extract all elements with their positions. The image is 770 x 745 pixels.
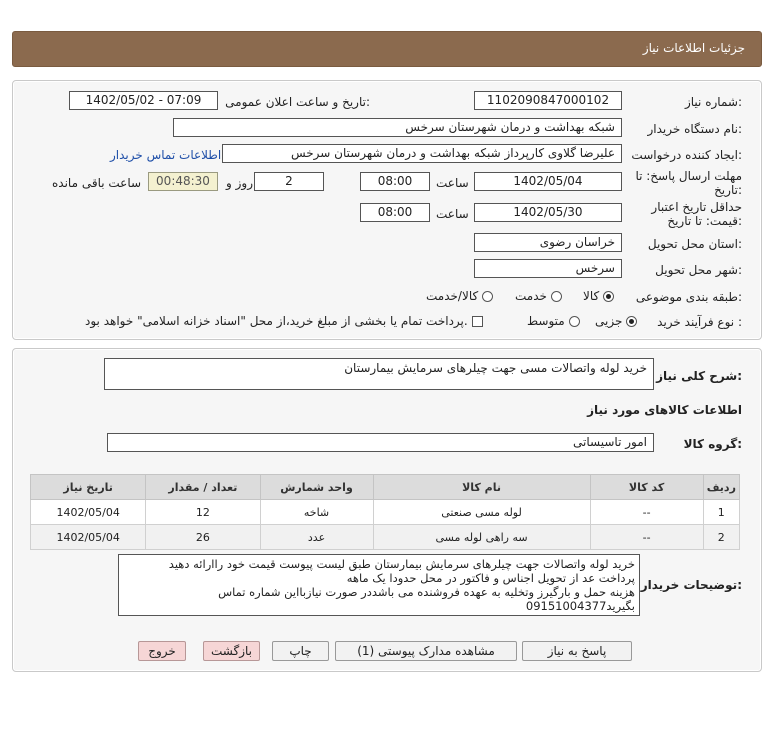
requester-label: ایجاد کننده درخواست:	[631, 148, 742, 162]
category-option-service-label: خدمت	[515, 289, 547, 303]
col-row: ردیف	[703, 475, 739, 500]
remaining-time-field: 00:48:30	[148, 172, 218, 191]
col-date: تاریخ نیاز	[31, 475, 146, 500]
announce-datetime-field: 1402/05/02 - 07:09	[69, 91, 218, 110]
col-qty: تعداد / مقدار	[146, 475, 260, 500]
print-button[interactable]: چاپ	[272, 641, 329, 661]
summary-label: شرح کلی نیاز:	[656, 369, 742, 383]
treasury-note: پرداخت تمام یا بخشی از مبلغ خرید،از محل "اسناد خزانه اسلامی" خواهد بود.	[85, 314, 468, 328]
treasury-checkbox[interactable]	[472, 316, 483, 327]
days-remaining-field: 2	[254, 172, 324, 191]
province-field: خراسان رضوی	[474, 233, 622, 252]
city-field: سرخس	[474, 259, 622, 278]
radio-goods[interactable]	[603, 291, 614, 302]
cell-date: 1402/05/04	[31, 525, 146, 550]
cell-unit: عدد	[260, 525, 373, 550]
process-type-label: نوع فرآیند خرید :	[657, 315, 742, 329]
cell-date: 1402/05/04	[31, 500, 146, 525]
buyer-org-label: نام دستگاه خریدار:	[647, 122, 742, 136]
page-title: جزئیات اطلاعات نیاز	[642, 41, 745, 55]
announce-datetime-label: تاریخ و ساعت اعلان عمومی:	[225, 95, 370, 109]
table-row	[31, 525, 740, 550]
deadline-time-field: 08:00	[360, 172, 430, 191]
validity-date-field: 1402/05/30	[474, 203, 622, 222]
category-label: طبقه بندی موضوعی:	[635, 290, 742, 304]
category-option-goods-service-label: کالا/خدمت	[426, 289, 479, 303]
category-option-goods-service[interactable]	[426, 289, 493, 303]
remaining-time-label: ساعت باقی مانده	[52, 176, 142, 190]
deadline-label-line2: تاریخ:	[714, 183, 742, 197]
goods-section-title: اطلاعات کالاهای مورد نیاز	[587, 403, 742, 417]
need-number-field: 1102090847000102	[474, 91, 622, 110]
treasury-option[interactable]	[85, 314, 483, 328]
requester-field: علیرضا گلاوی کارپرداز شبکه بهداشت و درمان شهرستان سرخس	[222, 144, 622, 163]
buyer-notes-line: پرداخت عد از تحویل اجناس و فاکتور در محل حدودا یک ماهه	[346, 571, 635, 585]
validity-time-field: 08:00	[360, 203, 430, 222]
deadline-time-label: ساعت	[436, 176, 469, 190]
exit-button[interactable]: خروج	[138, 641, 186, 661]
cell-name: لوله مسی صنعتی	[373, 500, 590, 525]
validity-label-line1: حداقل تاریخ اعتبار	[651, 200, 742, 214]
city-label: شهر محل تحویل:	[655, 263, 742, 277]
summary-field: خرید لوله واتصالات مسی جهت چیلرهای سرمایش بیمارستان	[104, 358, 654, 390]
buyer-notes-field	[118, 554, 640, 616]
buyer-notes-line: خرید لوله واتصالات جهت چیلرهای سرمایش بیمارستان طبق لیست پیوست قیمت خود راارائه دهید	[168, 557, 635, 571]
deadline-date-field: 1402/05/04	[474, 172, 622, 191]
radio-service[interactable]	[551, 291, 562, 302]
buyer-contact-link[interactable]: اطلاعات تماس خریدار	[110, 148, 222, 162]
days-label: روز و	[226, 176, 253, 190]
reply-button[interactable]: پاسخ به نیاز	[522, 641, 632, 661]
col-unit: واحد شمارش	[260, 475, 373, 500]
deadline-label-line1: مهلت ارسال پاسخ: تا	[635, 169, 742, 183]
cell-row: 2	[703, 525, 739, 550]
cell-code: --	[590, 525, 703, 550]
cell-qty: 12	[146, 500, 260, 525]
buyer-notes-line: هزینه حمل و بارگیرز وتخلیه به عهده فروشنده می باشددر صورت نیازبااین شماره تماس	[218, 585, 635, 599]
process-option-medium-label: متوسط	[527, 314, 565, 328]
cell-unit: شاخه	[260, 500, 373, 525]
goods-table-header	[31, 475, 740, 500]
table-row	[31, 500, 740, 525]
validity-label-line2: قیمت: تا تاریخ:	[667, 214, 742, 228]
radio-medium[interactable]	[569, 316, 580, 327]
buyer-notes-label: توضیحات خریدار:	[640, 578, 742, 592]
col-name: نام کالا	[373, 475, 590, 500]
category-option-goods[interactable]	[583, 289, 614, 303]
process-option-medium[interactable]	[527, 314, 580, 328]
back-button[interactable]: بازگشت	[203, 641, 260, 661]
need-number-label: شماره نیاز:	[684, 95, 742, 109]
process-option-minor-label: جزیی	[595, 314, 623, 328]
radio-goods-service[interactable]	[482, 291, 493, 302]
page-header	[12, 31, 762, 67]
radio-minor[interactable]	[626, 316, 637, 327]
validity-time-label: ساعت	[436, 207, 469, 221]
province-label: استان محل تحویل:	[647, 237, 742, 251]
category-option-goods-label: کالا	[583, 289, 600, 303]
cell-row: 1	[703, 500, 739, 525]
category-option-service[interactable]	[515, 289, 562, 303]
col-code: کد کالا	[590, 475, 703, 500]
cell-qty: 26	[146, 525, 260, 550]
goods-group-field: امور تاسیساتی	[107, 433, 654, 452]
goods-table	[30, 474, 740, 550]
buyer-notes-line: بگیرید09151004377	[525, 599, 635, 613]
cell-name: سه راهی لوله مسی	[373, 525, 590, 550]
buyer-org-field: شبکه بهداشت و درمان شهرستان سرخس	[173, 118, 622, 137]
process-option-minor[interactable]	[595, 314, 637, 328]
attachments-button[interactable]: مشاهده مدارک پیوستی (1)	[335, 641, 517, 661]
cell-code: --	[590, 500, 703, 525]
goods-group-label: گروه کالا:	[683, 437, 742, 451]
